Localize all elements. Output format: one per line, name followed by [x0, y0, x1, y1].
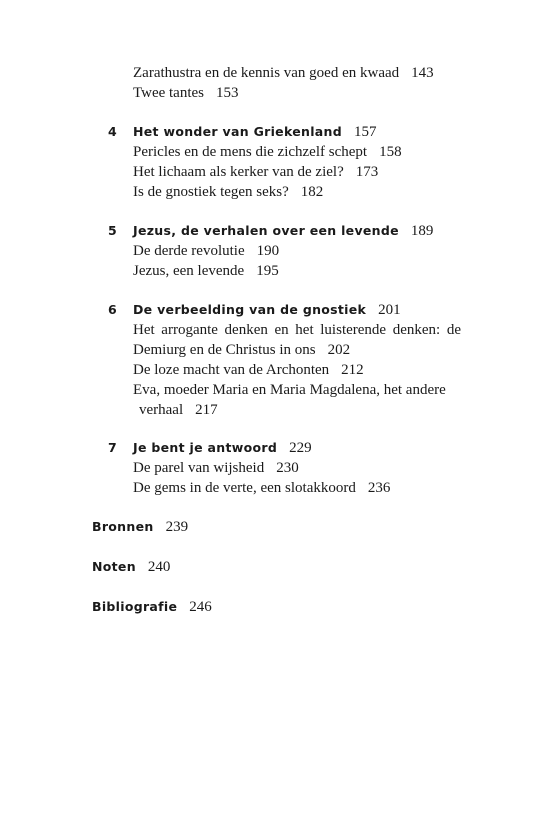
back-matter-title: Bibliografie [92, 599, 178, 614]
chapter-heading [133, 221, 433, 241]
entry-page: 195 [256, 263, 279, 279]
entry-page: 158 [379, 144, 402, 160]
chapter-number: 7 [108, 440, 117, 455]
entry-page: 212 [341, 362, 364, 378]
chapter-page: 229 [289, 440, 312, 456]
chapter-title: Jezus, de verhalen over een levende [133, 223, 399, 238]
toc-entry [133, 478, 390, 498]
toc-entry [133, 261, 279, 281]
chapter-title: De verbeelding van de gnostiek [133, 302, 367, 317]
entry-title-line2: verhaal [139, 402, 184, 418]
chapter-title: Je bent je antwoord [133, 440, 278, 455]
entry-page: 173 [355, 164, 379, 180]
entry-page: 143 [411, 65, 434, 81]
entry-title-line1: Het arrogante denken en het luisterende denken: de [133, 322, 461, 338]
entry-page: 230 [276, 460, 299, 476]
back-matter-title: Noten [92, 559, 136, 574]
entry-page: 202 [327, 342, 351, 358]
back-matter-page: 246 [189, 599, 212, 615]
entry-title: Jezus, een levende [133, 263, 245, 279]
toc-entry-line2 [133, 340, 350, 360]
chapter-heading [133, 438, 312, 458]
chapter-heading [133, 122, 376, 142]
back-matter-page: 239 [165, 519, 189, 535]
entry-title: De derde revolutie [133, 243, 245, 259]
toc-entry [133, 63, 434, 83]
toc-entry [133, 182, 323, 202]
entry-title: Twee tantes [133, 85, 205, 101]
toc-entry-line2 [139, 400, 218, 420]
chapter-heading [133, 300, 401, 320]
toc-entry [133, 360, 364, 380]
chapter-page: 157 [353, 124, 377, 140]
chapter-page: 189 [410, 223, 434, 239]
entry-page: 190 [256, 243, 280, 259]
entry-title: De parel van wijsheid [133, 460, 265, 476]
back-matter-bronnen [92, 517, 188, 537]
entry-title-line2: Demiurg en de Christus in ons [133, 342, 316, 358]
entry-title: De gems in de verte, een slotakkoord [133, 480, 356, 496]
toc-entry [133, 162, 378, 182]
entry-page: 217 [195, 402, 218, 418]
entry-page: 153 [216, 85, 239, 101]
toc-entry [133, 83, 239, 103]
entry-title-line1: Eva, moeder Maria en Maria Magdalena, het andere [133, 382, 446, 398]
chapter-page: 201 [378, 302, 401, 318]
back-matter-title: Bronnen [92, 519, 154, 534]
toc-entry [133, 458, 299, 478]
entry-title: De loze macht van de Archonten [133, 362, 330, 378]
chapter-number: 6 [108, 302, 117, 317]
chapter-number: 5 [108, 223, 117, 238]
toc-entry [133, 241, 279, 261]
back-matter-bibliografie [92, 597, 212, 617]
entry-page: 236 [367, 480, 391, 496]
toc-entry [133, 142, 402, 162]
entry-title: Zarathustra en de kennis van goed en kwaad [133, 65, 400, 81]
back-matter-page: 240 [147, 559, 171, 575]
toc-entry-line1 [133, 380, 446, 400]
chapter-number: 4 [108, 124, 117, 139]
toc-entry-line1 [133, 320, 461, 340]
back-matter-noten [92, 557, 170, 577]
entry-page: 182 [300, 184, 324, 200]
chapter-title: Het wonder van Griekenland [133, 124, 342, 139]
entry-title: Het lichaam als kerker van de ziel? [133, 164, 344, 180]
entry-title: Pericles en de mens die zichzelf schept [133, 144, 368, 160]
entry-title: Is de gnostiek tegen seks? [133, 184, 289, 200]
